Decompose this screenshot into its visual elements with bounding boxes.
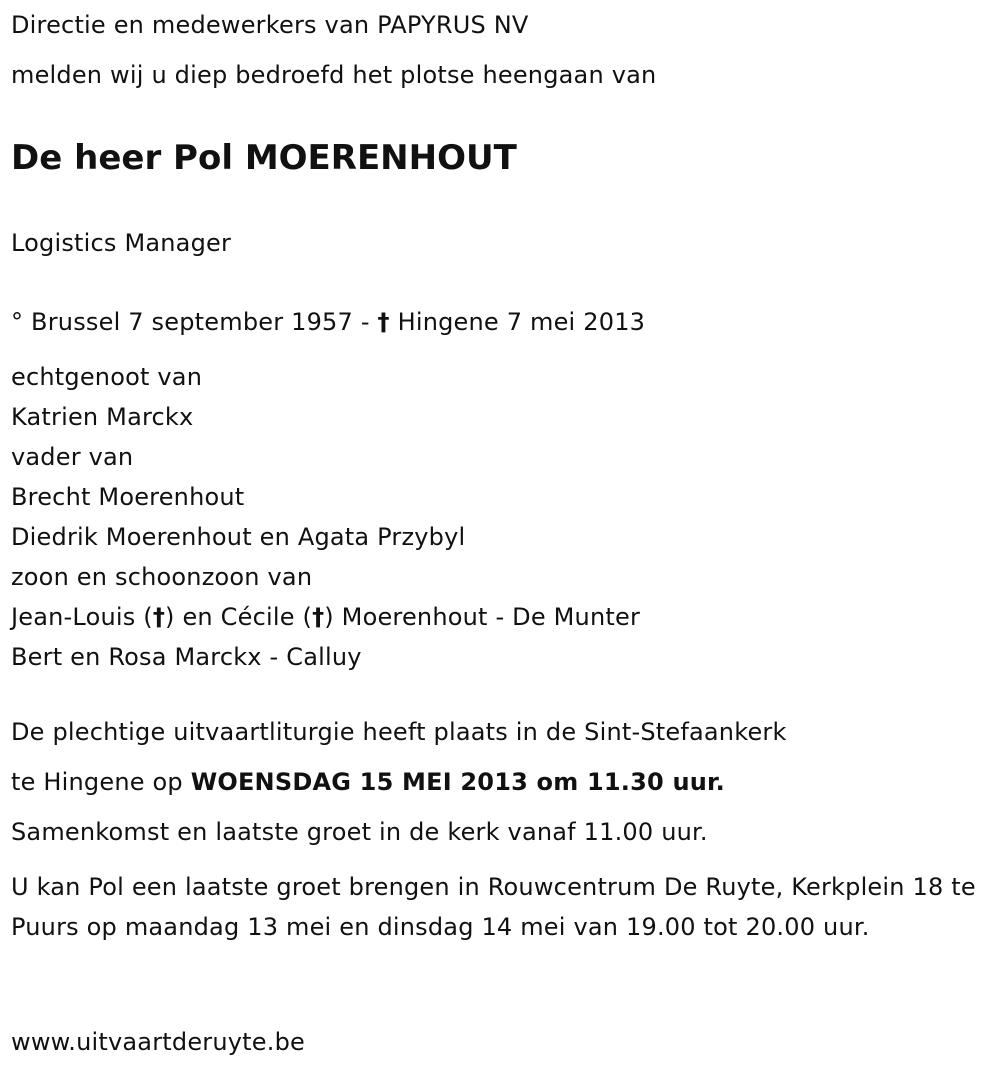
gathering-info: Samenkomst en laatste groet in de kerk vanaf 11.00 uur. — [11, 818, 708, 846]
child-name: Brecht Moerenhout — [11, 483, 245, 511]
parents-text: ) Moerenhout - De Munter — [324, 603, 641, 631]
birth-death-dates — [11, 307, 645, 337]
cross-icon: † — [152, 603, 166, 631]
announcement-line: melden wij u diep bedroefd het plotse heengaan van — [11, 61, 657, 89]
parents-label: zoon en schoonzoon van — [11, 563, 313, 591]
parents-names — [11, 597, 640, 637]
funeral-date — [11, 767, 725, 797]
parents-text: ) en Cécile ( — [165, 603, 313, 631]
birth-symbol: ° — [11, 308, 24, 336]
spouse-name: Katrien Marckx — [11, 403, 194, 431]
funeral-date-prefix: te Hingene op — [11, 768, 191, 796]
family-list — [11, 357, 640, 677]
birth-info: Brussel 7 september 1957 - — [31, 308, 370, 336]
in-laws-names: Bert en Rosa Marckx - Calluy — [11, 643, 362, 671]
funeral-location: De plechtige uitvaartliturgie heeft plaats in de Sint-Stefaankerk — [11, 718, 787, 746]
death-info: Hingene 7 mei 2013 — [397, 308, 646, 336]
funeral-date-bold: WOENSDAG 15 MEI 2013 om 11.30 uur. — [190, 768, 725, 796]
website-link[interactable]: www.uitvaartderuyte.be — [11, 1028, 305, 1056]
deceased-name: De heer Pol MOERENHOUT — [11, 138, 517, 178]
parents-text: Jean-Louis ( — [11, 603, 153, 631]
announcer-line: Directie en medewerkers van PAPYRUS NV — [11, 11, 529, 39]
children-label: vader van — [11, 443, 134, 471]
visitation-info: U kan Pol een laatste groet brengen in Rouwcentrum De Ruyte, Kerkplein 18 te Puurs op maandag 13 mei en dinsdag 14 mei van 19.00 tot 20.00 uur. — [11, 873, 976, 941]
child-name: Diedrik Moerenhout en Agata Przybyl — [11, 523, 466, 551]
spouse-label: echtgenoot van — [11, 363, 203, 391]
deceased-job-title: Logistics Manager — [11, 229, 232, 257]
cross-icon: † — [377, 308, 390, 336]
cross-icon: † — [312, 603, 325, 631]
